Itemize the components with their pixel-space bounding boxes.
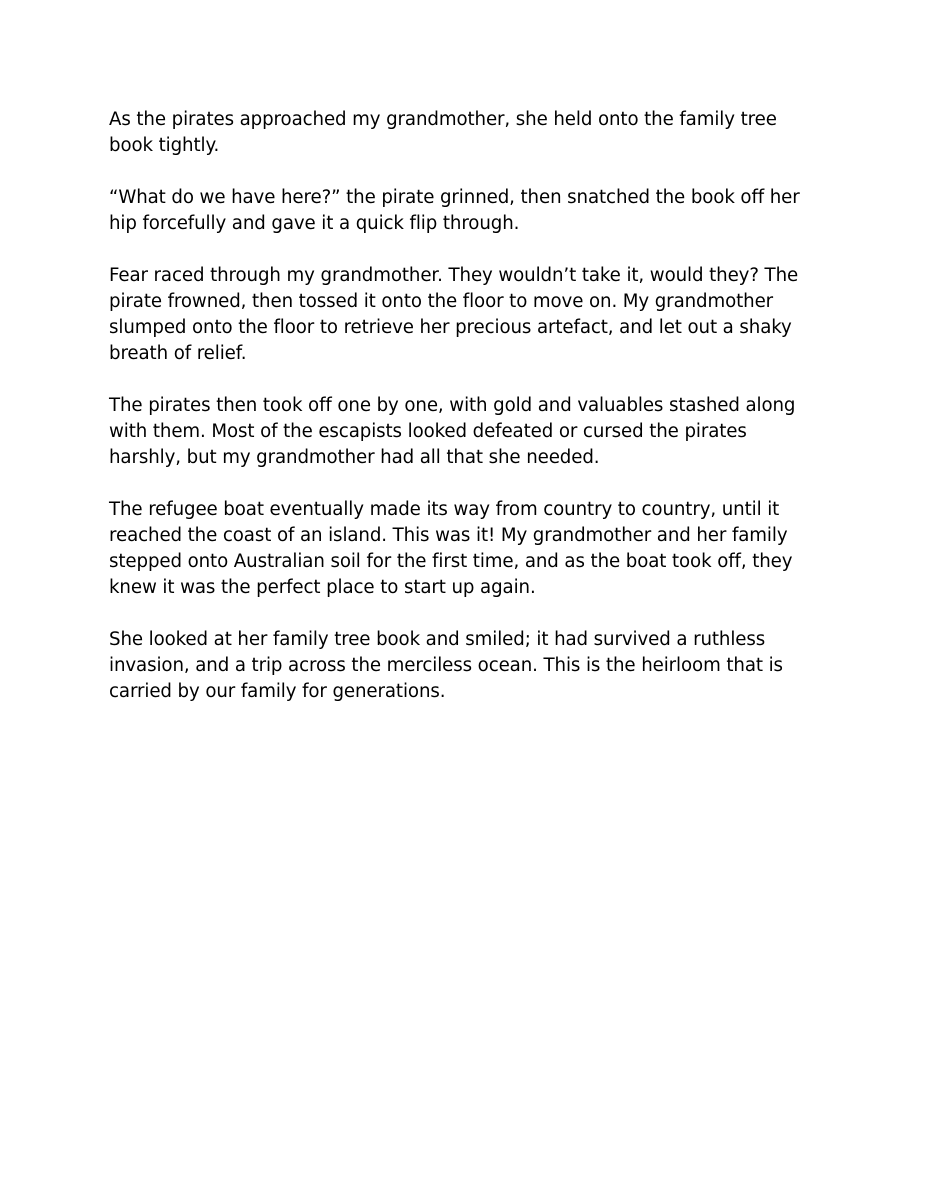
paragraph-1: As the pirates approached my grandmother, she held onto the family tree book tightly. bbox=[109, 109, 777, 156]
paragraph-5: The refugee boat eventually made its way from country to country, until it reached the coast of an island. This was it! My grandmother and her family stepped onto Australian soil for the first time, and as the boat took off, they knew it was the perfect place to start up again. bbox=[109, 499, 793, 598]
paragraph-6: She looked at her family tree book and smiled; it had survived a ruthless invasion, and a trip across the merciless ocean. This is the heirloom that is carried by our family for generations. bbox=[109, 629, 783, 702]
document-body bbox=[109, 107, 821, 731]
paragraph-4: The pirates then took off one by one, with gold and valuables stashed along with them. Most of the escapists looked defeated or cursed the pirates harshly, but my grandmother had all that she needed. bbox=[109, 395, 796, 468]
paragraph-2: “What do we have here?” the pirate grinned, then snatched the book off her hip forcefully and gave it a quick flip through. bbox=[109, 187, 800, 234]
paragraph-3: Fear raced through my grandmother. They wouldn’t take it, would they? The pirate frowned, then tossed it onto the floor to move on. My grandmother slumped onto the floor to retrieve her precious artefact, and let out a shaky breath of relief. bbox=[109, 265, 799, 364]
